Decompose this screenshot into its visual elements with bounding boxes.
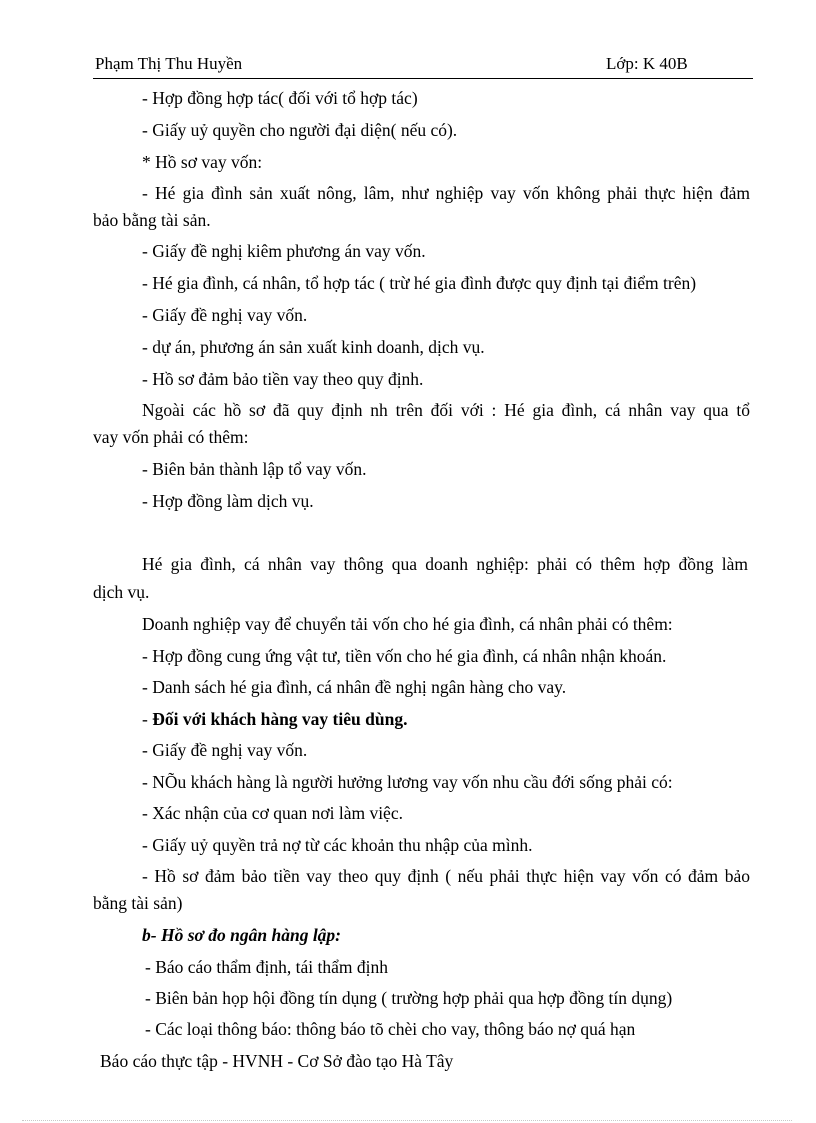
body-line: - Giấy uỷ quyền trả nợ từ các khoản thu nhập của mình. (142, 835, 533, 855)
body-line: Doanh nghiệp vay để chuyển tải vốn cho hé gia đình, cá nhân phải có thêm: (142, 614, 673, 634)
body-line: - Hợp đồng cung ứng vật tư, tiền vốn cho hé gia đình, cá nhân nhận khoán. (142, 646, 667, 666)
body-line: - Hợp đồng hợp tác( đối với tổ hợp tác) (142, 88, 418, 108)
body-line: - NÕu khách hàng là người hưởng lương vay vốn nhu cầu đới sống phải có: (142, 772, 673, 792)
body-line: dịch vụ. (93, 582, 150, 602)
body-line: - Hé gia đình sản xuất nông, lâm, như nghiệp vay vốn không phải thực hiện đảm (142, 183, 750, 203)
body-line: - Hồ sơ đảm bảo tiền vay theo quy định ( nếu phải thực hiện vay vốn có đảm bảo (142, 866, 750, 886)
body-line: - Các loại thông báo: thông báo tõ chèi cho vay, thông báo nợ quá hạn (145, 1019, 636, 1039)
body-line: - Giấy đề nghị vay vốn. (142, 740, 308, 760)
body-line: - Hợp đồng làm dịch vụ. (142, 491, 314, 511)
body-line: - Báo cáo thẩm định, tái thẩm định (145, 957, 389, 977)
body-line: - Hồ sơ đảm bảo tiền vay theo quy định. (142, 369, 424, 389)
body-line: bằng tài sản) (93, 893, 183, 913)
page-footer: Báo cáo thực tập - HVNH - Cơ Sở đào tạo Hà Tây (100, 1051, 454, 1071)
author-name: Phạm Thị Thu Huyền (95, 54, 243, 73)
body-line: Hé gia đình, cá nhân vay thông qua doanh nghiệp: phải có thêm hợp đồng làm (142, 554, 748, 574)
body-line: - Biên bản thành lập tổ vay vốn. (142, 459, 367, 479)
body-line: - dự án, phương án sản xuất kinh doanh, dịch vụ. (142, 337, 485, 357)
page-header (93, 52, 753, 79)
body-line: vay vốn phải có thêm: (93, 427, 249, 447)
page-edge-divider (22, 1120, 792, 1121)
heading-dash: - (142, 709, 153, 729)
heading-text: Đối với khách hàng vay tiêu dùng. (152, 709, 408, 729)
body-line: - Biên bản họp hội đồng tín dụng ( trường hợp phải qua hợp đồng tín dụng) (145, 988, 673, 1008)
body-line: - Danh sách hé gia đình, cá nhân đề nghị ngân hàng cho vay. (142, 677, 567, 697)
body-line: bảo bằng tài sản. (93, 210, 211, 230)
class-label: Lớp: K 40B (606, 54, 688, 73)
section-heading-bank-docs: b- Hồ sơ đo ngân hàng lập: (142, 925, 342, 945)
body-line: - Giấy đề nghị vay vốn. (142, 305, 308, 325)
body-line: - Xác nhận của cơ quan nơi làm việc. (142, 803, 403, 823)
body-line: - Giấy uỷ quyền cho người đại diện( nếu có). (142, 120, 458, 140)
body-line: - Hé gia đình, cá nhân, tổ hợp tác ( trừ hé gia đình được quy định tại điểm trên) (142, 273, 697, 293)
body-line: * Hồ sơ vay vốn: (142, 152, 263, 172)
section-heading-consumer-loans (142, 709, 407, 729)
body-line: - Giấy đề nghị kiêm phương án vay vốn. (142, 241, 426, 261)
body-line: Ngoài các hồ sơ đã quy định nh trên đối với : Hé gia đình, cá nhân vay qua tổ (142, 400, 750, 420)
